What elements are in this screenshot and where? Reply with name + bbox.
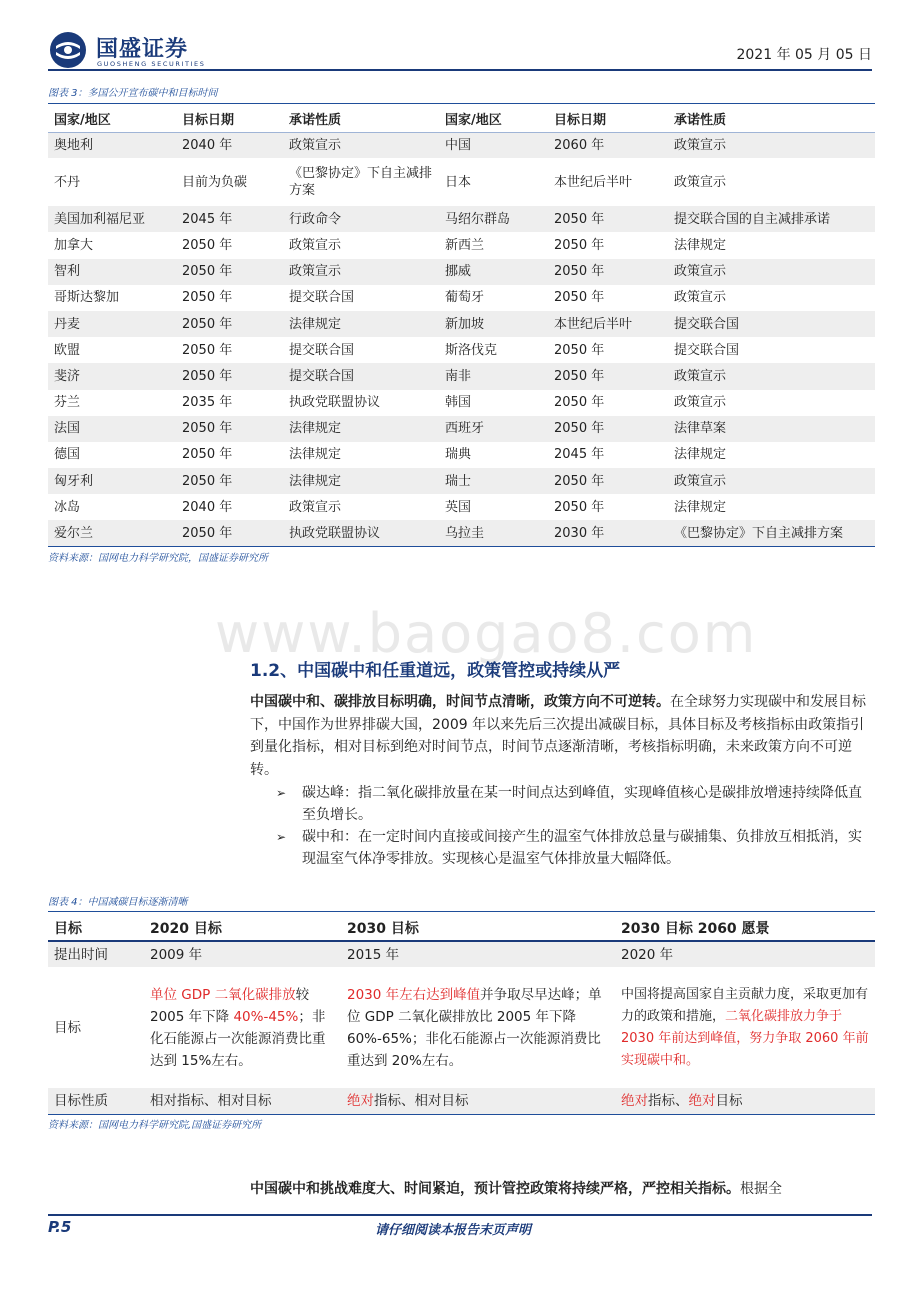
col-header: 2030 目标	[341, 915, 615, 941]
bullet-text: 碳达峰：指二氧化碳排放量在某一时间点达到峰值，实现峰值核心是碳排放增速持续降低直至负增长。	[302, 785, 862, 823]
table-cell: 政策宣示	[289, 237, 342, 253]
table-cell: 法律规定	[674, 447, 727, 463]
table-cell: 法律规定	[674, 499, 727, 515]
table-cell: 行政命令	[283, 206, 439, 232]
table-cell: 挪威	[439, 259, 548, 285]
highlight-text: 40%-45%	[233, 1008, 299, 1025]
table-cell: 2050 年	[182, 290, 233, 306]
carbon-neutral-targets-table	[48, 106, 875, 547]
table-cell: 新加坡	[439, 311, 548, 337]
table-cell: 2050 年	[554, 237, 605, 253]
table-cell: 提交联合国	[668, 311, 875, 337]
table-cell: 2035 年	[182, 395, 233, 411]
figure4-source: 资料来源：国网电力科学研究院,国盛证券研究所	[48, 1120, 262, 1131]
table-header-row	[48, 915, 875, 941]
table-cell: 2050 年	[176, 259, 283, 285]
table-row	[48, 363, 875, 389]
table-cell: 提出时间	[48, 941, 144, 967]
table-row	[48, 285, 875, 311]
watermark: www.baogao8.com	[215, 602, 758, 665]
figure3-caption: 图表 3：多国公开宣布碳中和目标时间	[48, 88, 218, 99]
table-cell: 政策宣示	[674, 395, 727, 411]
table-cell: 2050 年	[176, 416, 283, 442]
cell-text: 目标	[715, 1093, 743, 1109]
table-row	[48, 158, 875, 206]
highlight-text: 绝对	[688, 1093, 716, 1109]
section-paragraph	[250, 691, 872, 781]
figure4-bottom-rule	[48, 1114, 875, 1115]
table-cell: 德国	[54, 447, 81, 463]
table-cell: 本世纪后半叶	[554, 174, 633, 190]
table-cell: 爱尔兰	[48, 520, 176, 546]
figure4-top-rule	[48, 911, 875, 912]
table-cell: 政策宣示	[668, 468, 875, 494]
table-cell: 目标	[54, 1019, 81, 1036]
table-cell: 斯洛伐克	[445, 342, 498, 358]
table-row	[48, 941, 875, 967]
table-cell: 2050 年	[548, 363, 668, 389]
table-row	[48, 132, 875, 158]
target-2020-cell	[144, 967, 341, 1088]
table-cell: 目前为负碳	[182, 174, 248, 190]
page-header	[48, 30, 872, 72]
table-cell: 政策宣示	[283, 132, 439, 158]
col-header: 国家/地区	[48, 106, 176, 132]
highlight-text: 绝对	[347, 1093, 374, 1109]
table-cell: 马绍尔群岛	[439, 206, 548, 232]
table-cell: 2050 年	[554, 342, 605, 358]
table-cell: 2050 年	[182, 447, 233, 463]
table-cell: 2050 年	[548, 416, 668, 442]
table-row	[48, 206, 875, 232]
table-row	[48, 416, 875, 442]
table-cell: 政策宣示	[668, 132, 875, 158]
table-cell: 2040 年	[182, 499, 233, 515]
table-cell: 提交联合国的自主减排承诺	[668, 206, 875, 232]
footer-divider	[48, 1214, 872, 1216]
table-row	[48, 494, 875, 520]
table-cell: 法律规定	[283, 311, 439, 337]
table-cell: 加拿大	[54, 237, 94, 253]
col-header: 承诺性质	[668, 106, 875, 132]
table-cell: 2015 年	[341, 941, 615, 967]
table-row	[48, 967, 875, 1088]
closing-paragraph	[250, 1178, 872, 1201]
bullet-carbon-neutral	[276, 826, 872, 870]
table-cell: 芬兰	[54, 395, 81, 411]
bullet-text: 碳中和：在一定时间内直接或间接产生的温室气体排放总量与碳捕集、负排放互相抵消，实现温室气体净零排放。实现核心是温室气体排放量大幅降低。	[302, 829, 862, 867]
highlight-text: 2030 年左右达到峰值	[347, 986, 481, 1003]
table-cell: 政策宣示	[674, 174, 727, 190]
table-cell: 2050 年	[548, 468, 668, 494]
table-row	[48, 442, 875, 468]
table-cell	[615, 1088, 875, 1114]
table-cell: 相对指标、相对目标	[144, 1088, 341, 1114]
table-cell: 2050 年	[176, 311, 283, 337]
table-cell: 瑞士	[439, 468, 548, 494]
figure3-source: 资料来源：国网电力科学研究院，国盛证券研究所	[48, 553, 268, 564]
target-2060-cell	[615, 967, 875, 1088]
bullet-arrow-icon: ➢	[276, 786, 287, 800]
table-cell: 2050 年	[554, 499, 605, 515]
brand-subtitle: GUOSHENG SECURITIES	[97, 60, 206, 68]
table-row	[48, 468, 875, 494]
figure3-bottom-rule	[48, 546, 875, 547]
col-header: 目标日期	[548, 106, 668, 132]
table-cell: 目标性质	[48, 1088, 144, 1114]
col-header: 目标日期	[176, 106, 283, 132]
table-cell: 2050 年	[176, 363, 283, 389]
table-cell: 2060 年	[548, 132, 668, 158]
bullet-carbon-peak	[276, 782, 872, 826]
table-cell: 智利	[48, 259, 176, 285]
table-cell: 法律规定	[674, 237, 727, 253]
table-cell: 中国	[439, 132, 548, 158]
col-header: 2020 目标	[144, 915, 341, 941]
header-divider	[48, 69, 872, 71]
table-row	[48, 259, 875, 285]
cell-text: 指标、相对目标	[374, 1093, 469, 1109]
table-cell: 匈牙利	[48, 468, 176, 494]
highlight-text: 绝对	[621, 1093, 648, 1109]
table-cell: 提交联合国	[289, 290, 355, 306]
table-cell: 《巴黎协定》下自主减排方案	[289, 166, 433, 199]
table-cell: 2050 年	[176, 468, 283, 494]
table-cell: 政策宣示	[289, 499, 342, 515]
table-cell: 2009 年	[144, 941, 341, 967]
table-cell: 政策宣示	[668, 259, 875, 285]
col-header: 2030 目标 2060 愿景	[615, 915, 875, 941]
table-cell: 南非	[439, 363, 548, 389]
table-cell: 提交联合国	[674, 342, 740, 358]
report-date: 2021 年 05 月 05 日	[736, 47, 872, 63]
cell-text: 指标、	[648, 1093, 689, 1109]
table-cell: 美国加利福尼亚	[48, 206, 176, 232]
table-cell: 《巴黎协定》下自主减排方案	[668, 520, 875, 546]
table-cell: 新西兰	[445, 237, 485, 253]
table-cell: 乌拉圭	[439, 520, 548, 546]
table-cell: 日本	[445, 174, 472, 190]
table-cell: 丹麦	[48, 311, 176, 337]
table-cell: 执政党联盟协议	[289, 395, 381, 411]
figure4-caption: 图表 4：中国减碳目标逐渐清晰	[48, 897, 188, 908]
highlight-text: 二氧化碳排放力争于 2030 年前达到峰值，努力争取 2060 年前实现碳中和。	[621, 1008, 869, 1068]
disclaimer-note: 请仔细阅读本报告末页声明	[375, 1223, 532, 1238]
table-cell: 提交联合国	[283, 363, 439, 389]
table-row	[48, 390, 875, 416]
table-cell: 2045 年	[554, 447, 605, 463]
table-cell: 2040 年	[176, 132, 283, 158]
table-row	[48, 311, 875, 337]
table-cell: 法国	[48, 416, 176, 442]
table-cell: 政策宣示	[283, 259, 439, 285]
table-cell: 提交联合国	[289, 342, 355, 358]
china-carbon-target-table	[48, 915, 875, 1114]
table-cell: 奥地利	[48, 132, 176, 158]
table-cell: 法律规定	[283, 468, 439, 494]
highlight-text: 单位 GDP 二氧化碳排放	[150, 986, 296, 1003]
table-cell: 西班牙	[439, 416, 548, 442]
cell-text: 并争取尽早达峰；单位 GDP 二氧化碳排放比 2005 年下降 60%-65%；非化石能源占一次能源消费比重达到 20%左右。	[347, 986, 602, 1069]
table-cell: 葡萄牙	[445, 290, 485, 306]
table-cell: 2050 年	[554, 290, 605, 306]
table-cell: 2050 年	[554, 395, 605, 411]
table-cell: 英国	[445, 499, 472, 515]
table-cell: 本世纪后半叶	[548, 311, 668, 337]
table-cell: 2050 年	[182, 342, 233, 358]
table-cell: 2030 年	[548, 520, 668, 546]
table-cell: 瑞典	[445, 447, 472, 463]
cell-text: 中国将提高国家自主贡献力度，采取更加有力的政策和措施，	[621, 986, 869, 1024]
table-cell: 韩国	[445, 395, 472, 411]
table-cell	[341, 1088, 615, 1114]
table-cell: 执政党联盟协议	[283, 520, 439, 546]
table-cell: 法律草案	[668, 416, 875, 442]
table-cell: 政策宣示	[674, 290, 727, 306]
table-row	[48, 337, 875, 363]
target-2030-cell	[341, 967, 615, 1088]
col-header: 目标	[48, 915, 144, 941]
guosheng-logo-icon	[48, 30, 88, 70]
col-header: 承诺性质	[283, 106, 439, 132]
page-number: P.5	[48, 1218, 72, 1236]
table-cell: 2020 年	[615, 941, 875, 967]
table-cell: 2050 年	[548, 206, 668, 232]
table-row	[48, 232, 875, 258]
figure3-top-rule	[48, 103, 875, 104]
brand-name: 国盛证券	[96, 37, 189, 62]
cell-text: 较 2005 年下降	[150, 986, 310, 1025]
paragraph-body: 根据全	[740, 1181, 782, 1197]
paragraph-lead: 中国碳中和、碳排放目标明确，时间节点清晰，政策方向不可逆转。	[250, 694, 670, 710]
bullet-arrow-icon: ➢	[276, 830, 287, 844]
table-header-row	[48, 106, 875, 132]
table-row	[48, 1088, 875, 1114]
section-title: 1.2、中国碳中和任重道远，政策管控或持续从严	[250, 661, 621, 681]
table-cell: 政策宣示	[668, 363, 875, 389]
paragraph-lead: 中国碳中和挑战难度大、时间紧迫，预计管控政策将持续严格，严控相关指标。	[250, 1181, 740, 1197]
table-cell: 欧盟	[54, 342, 81, 358]
table-cell: 2050 年	[548, 259, 668, 285]
table-cell: 2045 年	[176, 206, 283, 232]
table-cell: 斐济	[48, 363, 176, 389]
table-row	[48, 520, 875, 546]
cell-text: ；非化石能源占一次能源消费比重达到 15%左右。	[150, 1008, 326, 1069]
paragraph-body: 在全球努力实现碳中和发展目标下，中国作为世界排碳大国，2009 年以来先后三次提出减碳目标，具体目标及考核指标由政策指引到量化指标，相对目标到绝对时间节点，时间节点逐渐清晰，考核指标明确，未来政策方向不可逆转。	[250, 694, 866, 778]
table-cell: 不丹	[54, 174, 81, 190]
table-cell: 2050 年	[176, 520, 283, 546]
table-cell: 2050 年	[182, 237, 233, 253]
col-header: 国家/地区	[439, 106, 548, 132]
table-cell: 哥斯达黎加	[54, 290, 120, 306]
table-cell: 冰岛	[54, 499, 81, 515]
table-cell: 法律规定	[283, 416, 439, 442]
table-cell: 法律规定	[289, 447, 342, 463]
